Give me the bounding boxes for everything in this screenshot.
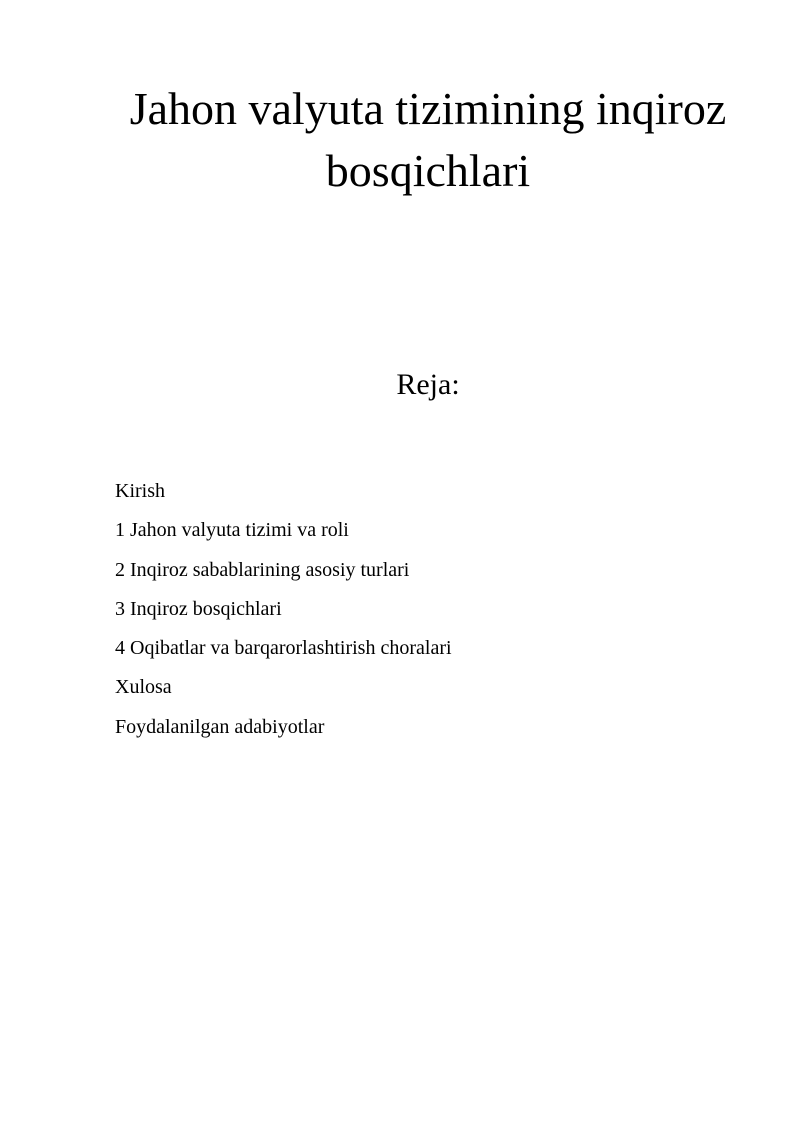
toc-item-introduction: Kirish: [115, 480, 165, 502]
toc-item-references: Foydalanilgan adabiyotlar: [115, 715, 325, 738]
toc-item-section-1: 1 Jahon valyuta tizimi va roli: [115, 519, 349, 542]
toc-item-section-2: 2 Inqiroz sabablarining asosiy turlari: [115, 558, 410, 581]
table-of-contents: [115, 472, 715, 747]
document-title: Jahon valyuta tizimining inqiroz bosqichlari: [129, 83, 727, 196]
toc-item-conclusion: Xulosa: [115, 676, 172, 699]
toc-item-section-4: 4 Oqibatlar va barqarorlashtirish choralari: [115, 637, 452, 660]
toc-item-section-3: 3 Inqiroz bosqichlari: [115, 597, 282, 620]
plan-heading: Reja:: [396, 368, 460, 401]
